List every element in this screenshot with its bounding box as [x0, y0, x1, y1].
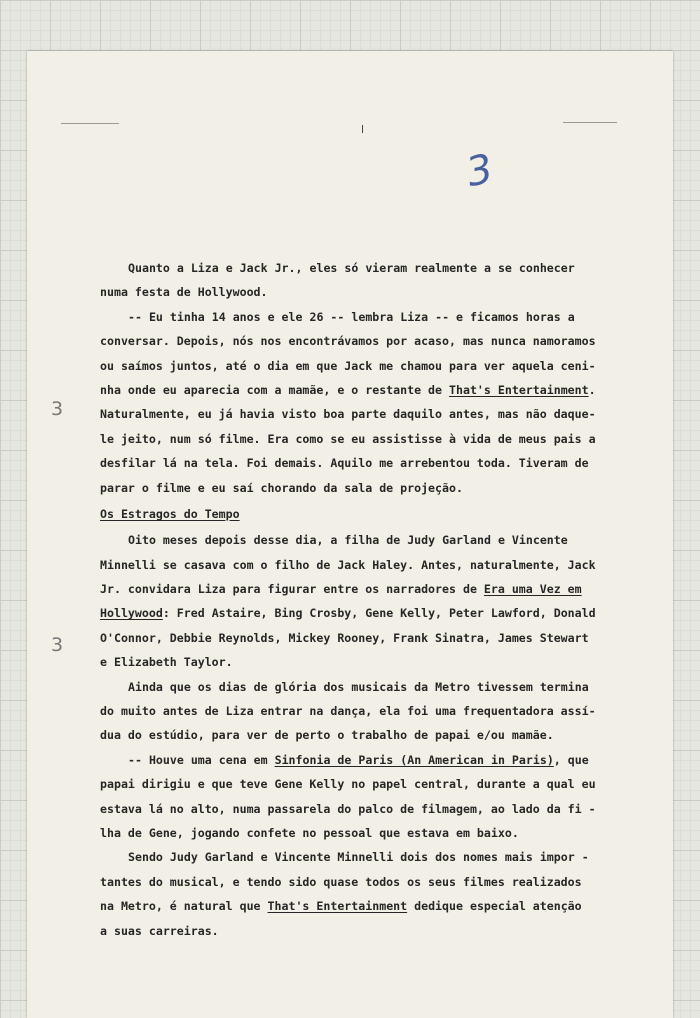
- text-line: [100, 845, 630, 869]
- text-segment: ou saímos juntos, até o dia em que Jack me chamou para ver aquela ceni-: [100, 358, 596, 373]
- typewritten-page: [27, 51, 673, 1018]
- handwritten-page-number: 3: [462, 145, 497, 197]
- text-line: [100, 601, 630, 625]
- text-line: [100, 748, 630, 772]
- text-segment: a suas carreiras.: [100, 923, 219, 938]
- top-left-rule: [61, 123, 119, 124]
- text-segment: Jr. convidara Liza para figurar entre os narradores de: [100, 582, 484, 597]
- text-segment: e Elizabeth Taylor.: [100, 655, 233, 670]
- text-segment: na Metro, é natural que: [100, 899, 268, 914]
- text-line: [100, 476, 630, 500]
- text-segment: Ainda que os dias de glória dos musicais da Metro tivessem termina: [128, 679, 589, 694]
- text-segment: Sendo Judy Garland e Vincente Minnelli dois dos nomes mais impor -: [128, 850, 589, 865]
- text-segment: desfilar lá na tela. Foi demais. Aquilo me arrebentou toda. Tiveram de: [100, 456, 589, 471]
- text-line: [100, 772, 630, 796]
- text-line: [100, 650, 630, 674]
- text-line: [100, 378, 630, 402]
- text-segment: -- Houve uma cena em: [128, 752, 275, 767]
- text-segment: conversar. Depois, nós nos encontrávamos por acaso, mas nunca namoramos: [100, 334, 596, 349]
- underlined-title: That's Entertainment: [449, 382, 589, 397]
- underlined-title: Era uma Vez em: [483, 582, 582, 597]
- text-segment: , que: [553, 752, 589, 767]
- top-right-rule: [563, 122, 617, 123]
- text-line: [100, 354, 630, 378]
- text-segment: Oito meses depois desse dia, a filha de Judy Garland e Vincente: [128, 533, 568, 548]
- margin-mark-1: 3: [51, 398, 64, 420]
- text-segment: papai dirigiu e que teve Gene Kelly no papel central, durante a qual eu: [100, 777, 596, 792]
- text-segment: lha de Gene, jogando confete no pessoal que estava em baixo.: [100, 825, 519, 840]
- text-segment: estava lá no alto, numa passarela do palco de filmagem, ao lado da fi -: [100, 801, 596, 816]
- text-line: [100, 402, 630, 426]
- text-line: [100, 528, 630, 552]
- text-segment: O'Connor, Debbie Reynolds, Mickey Rooney, Frank Sinatra, James Stewart: [100, 630, 589, 645]
- text-line: [100, 723, 630, 747]
- text-line: [100, 626, 630, 650]
- text-line: [100, 675, 630, 699]
- text-segment: -- Eu tinha 14 anos e ele 26 -- lembra Liza -- e ficamos horas a: [128, 309, 575, 324]
- text-line: [100, 577, 630, 601]
- text-line: [100, 451, 630, 475]
- margin-mark-2: 3: [51, 634, 64, 656]
- text-line: [100, 305, 630, 329]
- underlined-title: Hollywood: [100, 606, 163, 621]
- text-line: [100, 699, 630, 723]
- text-line: [100, 870, 630, 894]
- underlined-title: Os Estragos do Tempo: [100, 506, 240, 521]
- text-segment: tantes do musical, e tendo sido quase todos os seus filmes realizados: [100, 874, 582, 889]
- text-segment: dua do estúdio, para ver de perto o trabalho de papai e/ou mamãe.: [100, 728, 554, 743]
- top-center-tick: [362, 125, 363, 133]
- text-line: [100, 427, 630, 451]
- text-line: [100, 502, 630, 526]
- text-line: [100, 821, 630, 845]
- text-segment: : Fred Astaire, Bing Crosby, Gene Kelly, Peter Lawford, Donald: [162, 606, 596, 621]
- text-segment: nha onde eu aparecia com a mamãe, e o restante de: [100, 382, 450, 397]
- text-line: [100, 280, 630, 304]
- text-segment: le jeito, num só filme. Era como se eu assistisse à vida de meus pais a: [100, 431, 596, 446]
- text-line: [100, 919, 630, 943]
- text-segment: Quanto a Liza e Jack Jr., eles só vieram realmente a se conhecer: [128, 261, 575, 275]
- text-line: [100, 553, 630, 577]
- text-segment: numa festa de Hollywood.: [100, 285, 268, 300]
- text-segment: dedique especial atenção: [407, 899, 582, 914]
- text-segment: parar o filme e eu saí chorando da sala de projeção.: [100, 480, 463, 495]
- underlined-title: Sinfonia de Paris (An American in Paris): [274, 752, 554, 767]
- text-line: [100, 329, 630, 353]
- text-segment: do muito antes de Liza entrar na dança, ela foi uma frequentadora assí-: [100, 704, 596, 719]
- text-segment: Minnelli se casava com o filho de Jack Haley. Antes, naturalmente, Jack: [100, 557, 596, 572]
- text-segment: .: [588, 382, 596, 397]
- document-body: [100, 256, 630, 943]
- text-line: [100, 256, 630, 280]
- text-line: [100, 797, 630, 821]
- underlined-title: That's Entertainment: [267, 899, 408, 914]
- text-line: [100, 894, 630, 918]
- text-segment: Naturalmente, eu já havia visto boa parte daquilo antes, mas não daque-: [100, 407, 596, 422]
